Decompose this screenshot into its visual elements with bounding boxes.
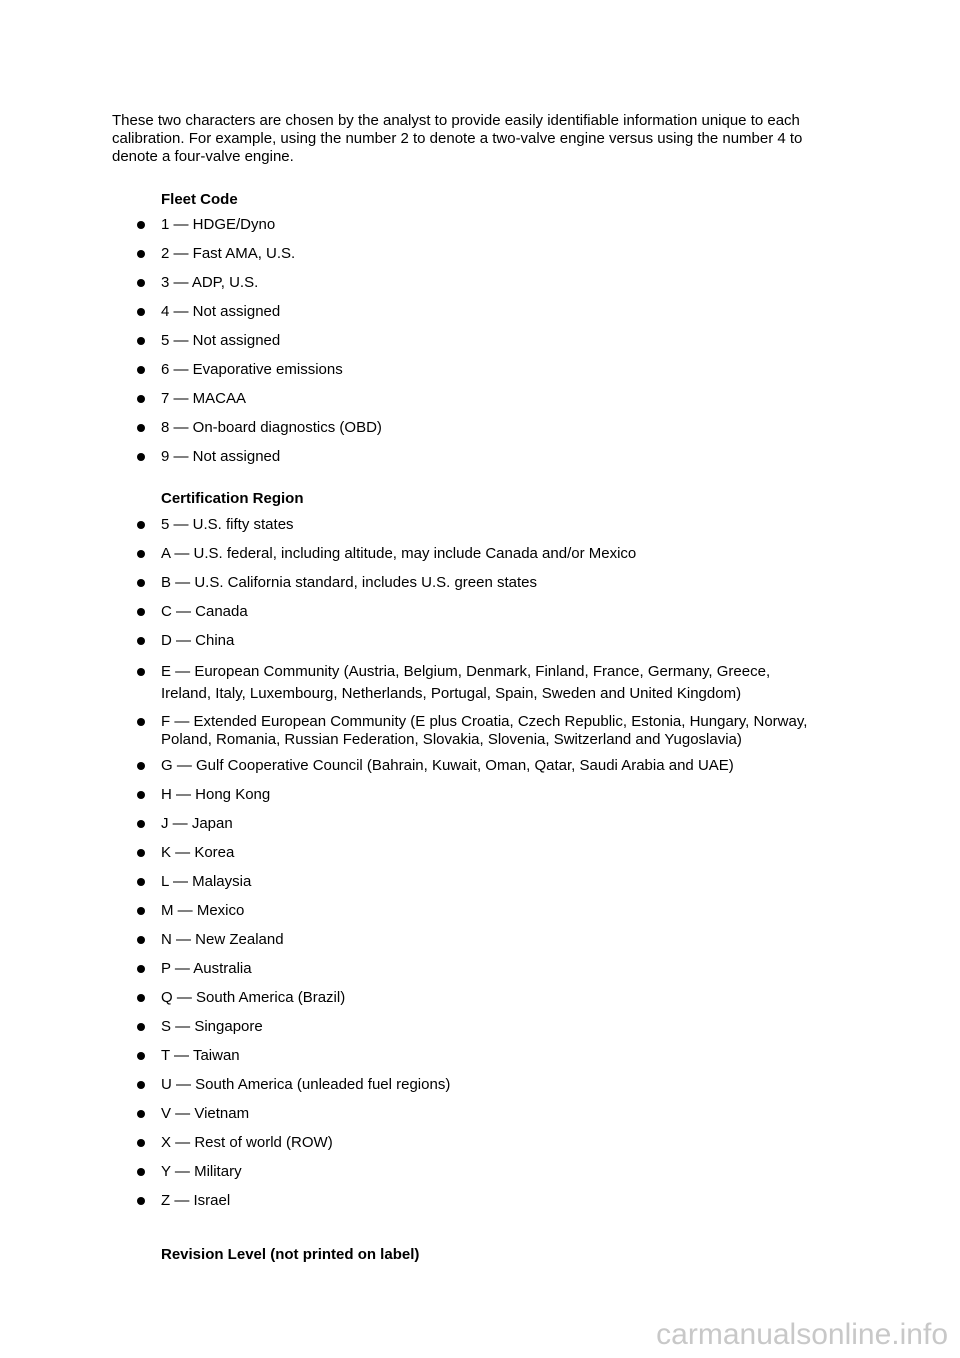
bullet-icon [137,878,145,886]
bullet-icon [137,279,145,287]
list-item-text: E — European Community (Austria, Belgium, Denmark, Finland, France, Germany, Greece, Ireland, Italy, Luxembourg, Netherlands, Portugal, Spain, Sweden and United Kingdom) [161,663,771,702]
list-item-text: M — Mexico [161,902,245,919]
list-item-text: 6 — Evaporative emissions [161,361,343,378]
list-item [0,574,821,592]
list-item [0,960,821,978]
bullet-icon [137,608,145,616]
list-item [0,632,821,650]
list-item [0,786,821,804]
bullet-icon [137,221,145,229]
bullet-icon [137,453,145,461]
list-item-text: K — Korea [161,844,235,861]
list-item [0,757,821,775]
bullet-icon [137,1168,145,1176]
intro-paragraph: These two characters are chosen by the analyst to provide easily identifiable information unique to each calibration. For example, using the number 2 to denote a two-valve engine versus using the number 4 to denote a four-valve engine. [112,112,803,165]
list-item [0,303,821,321]
list-item-text: P — Australia [161,960,252,977]
list-item-text: H — Hong Kong [161,786,271,803]
bullet-icon [137,936,145,944]
list-item-text: A — U.S. federal, including altitude, may include Canada and/or Mexico [161,545,637,562]
bullet-icon [137,337,145,345]
bullet-icon [137,579,145,587]
bullet-icon [137,965,145,973]
list-item-text: 4 — Not assigned [161,303,281,320]
bullet-icon [137,521,145,529]
certification-region-list [0,516,960,1221]
list-item-text: D — China [161,632,235,649]
list-item [0,1018,821,1036]
list-item [0,1076,821,1094]
list-item-text: J — Japan [161,815,233,832]
list-item-text: N — New Zealand [161,931,284,948]
list-item [0,713,821,749]
list-item [0,661,821,705]
list-item [0,931,821,949]
bullet-icon [137,637,145,645]
bullet-icon [137,820,145,828]
bullet-icon [137,250,145,258]
list-item [0,448,821,466]
list-item-text: X — Rest of world (ROW) [161,1134,333,1151]
list-item-text: 8 — On-board diagnostics (OBD) [161,419,382,436]
list-item [0,274,821,292]
certification-region-heading: Certification Region [161,490,304,507]
bullet-icon [137,994,145,1002]
list-item [0,603,821,621]
bullet-icon [137,668,145,676]
bullet-icon [137,1110,145,1118]
list-item [0,1192,821,1210]
bullet-icon [137,395,145,403]
list-item [0,361,821,379]
list-item-text: V — Vietnam [161,1105,250,1122]
list-item [0,1105,821,1123]
fleet-code-list [0,216,960,477]
list-item-text: Z — Israel [161,1192,231,1209]
list-item [0,1163,821,1181]
list-item-text: B — U.S. California standard, includes U.S. green states [161,574,538,591]
list-item-text: 5 — Not assigned [161,332,281,349]
list-item [0,419,821,437]
bullet-icon [137,424,145,432]
bullet-icon [137,718,145,726]
bullet-icon [137,1139,145,1147]
watermark: carmanualsonline.info [656,1318,948,1351]
bullet-icon [137,762,145,770]
bullet-icon [137,907,145,915]
bullet-icon [137,550,145,558]
list-item-text: 7 — MACAA [161,390,247,407]
list-item [0,989,821,1007]
bullet-icon [137,308,145,316]
list-item-text: 1 — HDGE/Dyno [161,216,276,233]
fleet-code-heading: Fleet Code [161,191,238,208]
bullet-icon [137,1023,145,1031]
list-item-text: U — South America (unleaded fuel regions) [161,1076,451,1093]
revision-level-heading: Revision Level (not printed on label) [161,1246,420,1263]
list-item-text: 9 — Not assigned [161,448,281,465]
list-item [0,245,821,263]
list-item-text: 3 — ADP, U.S. [161,274,259,291]
list-item [0,332,821,350]
bullet-icon [137,1052,145,1060]
list-item [0,1134,821,1152]
list-item-text: Y — Military [161,1163,242,1180]
list-item-text: C — Canada [161,603,248,620]
bullet-icon [137,1197,145,1205]
list-item [0,815,821,833]
list-item [0,1047,821,1065]
list-item-text: 5 — U.S. fifty states [161,516,294,533]
list-item [0,516,821,534]
list-item [0,844,821,862]
list-item-text: S — Singapore [161,1018,263,1035]
list-item-text: G — Gulf Cooperative Council (Bahrain, Kuwait, Oman, Qatar, Saudi Arabia and UAE) [161,757,734,774]
list-item [0,390,821,408]
list-item-text: F — Extended European Community (E plus Croatia, Czech Republic, Estonia, Hungary, Norway, Poland, Romania, Russian Federation, Slovakia, Slovenia, Switzerland and Yugoslavia) [161,713,808,748]
bullet-icon [137,1081,145,1089]
bullet-icon [137,849,145,857]
list-item [0,216,821,234]
list-item-text: Q — South America (Brazil) [161,989,346,1006]
list-item-text: L — Malaysia [161,873,252,890]
list-item-text: 2 — Fast AMA, U.S. [161,245,296,262]
bullet-icon [137,366,145,374]
list-item-text: T — Taiwan [161,1047,240,1064]
list-item [0,545,821,563]
list-item [0,902,821,920]
bullet-icon [137,791,145,799]
list-item [0,873,821,891]
